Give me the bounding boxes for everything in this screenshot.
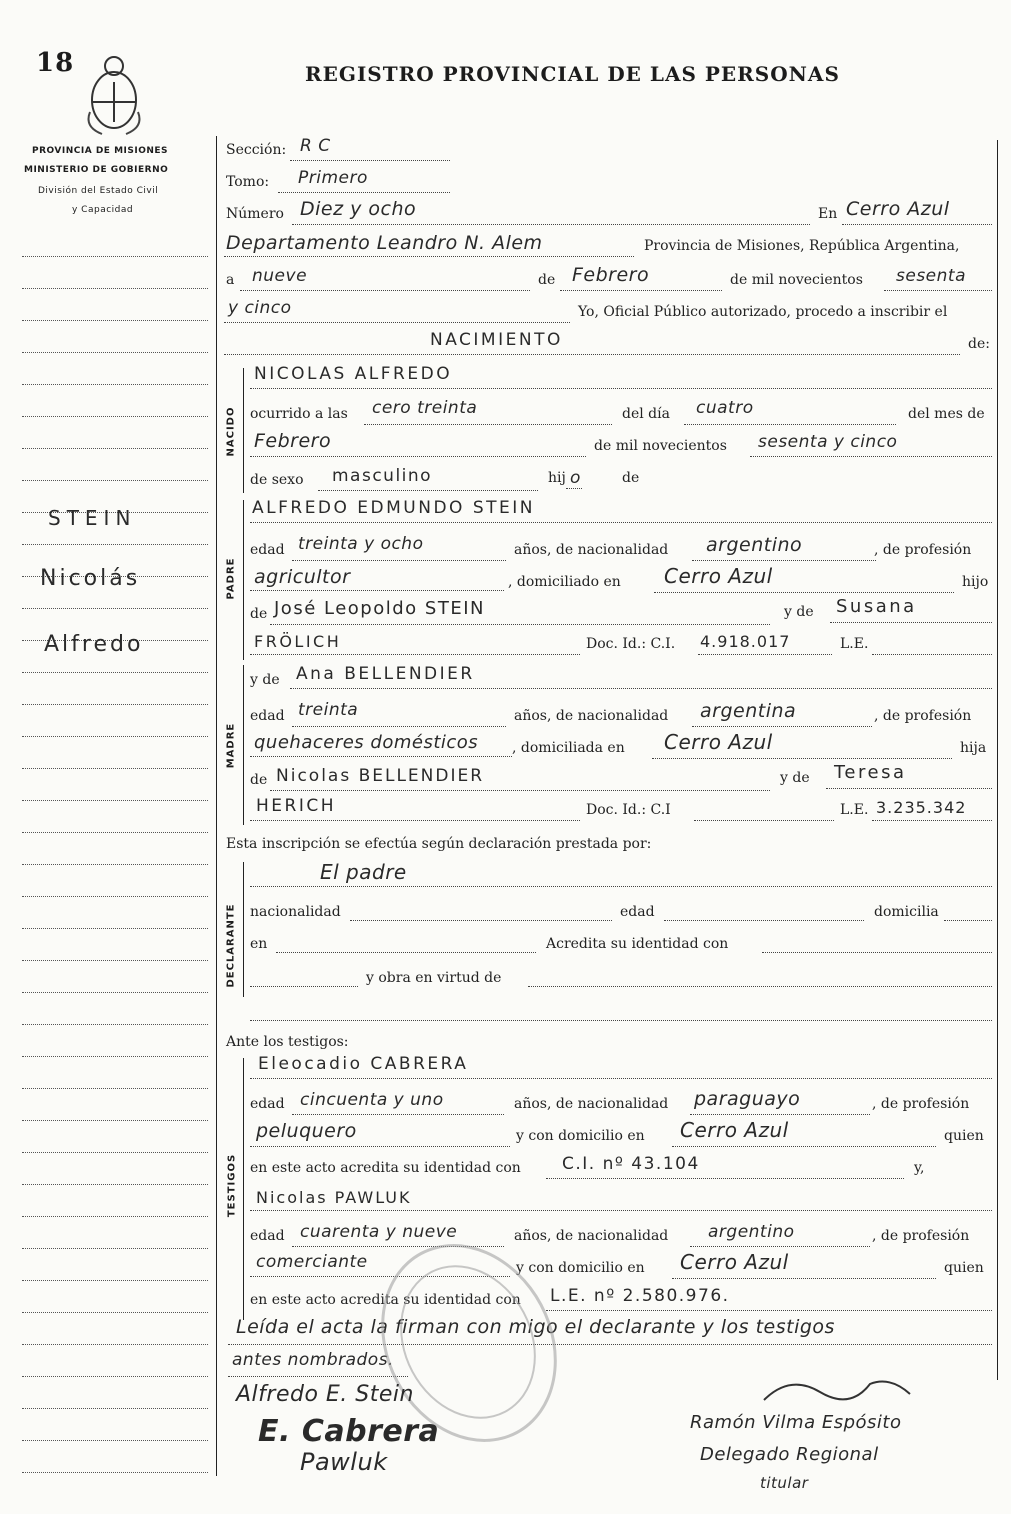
value-t2-dom: Cerro Azul (680, 1250, 789, 1274)
label-profesion-t1: , de profesión (872, 1096, 970, 1112)
label-ante: Ante los testigos: (226, 1034, 349, 1050)
margin-line (22, 1184, 208, 1185)
value-t2-edad: cuarenta y nueve (300, 1222, 458, 1242)
value-dia: nueve (252, 266, 308, 286)
margin-line (22, 1088, 208, 1089)
dots (278, 192, 450, 193)
signature-oficial: Ramón Vilma Espósito (690, 1412, 902, 1433)
label-y-comma: y, (914, 1160, 925, 1176)
margin-line (22, 992, 208, 993)
dots (276, 952, 536, 953)
value-padre-nac: argentino (706, 534, 803, 556)
value-abuela-m1: Teresa (834, 762, 907, 783)
dots (842, 224, 992, 225)
dots (292, 726, 506, 727)
section-padre: PADRE (225, 557, 237, 600)
signature-testigo-1: E. Cabrera (258, 1414, 440, 1449)
label-profesion-t2: , de profesión (872, 1228, 970, 1244)
value-sexo: masculino (332, 466, 433, 486)
dots (944, 920, 992, 921)
dots (250, 986, 358, 987)
dots (654, 592, 954, 593)
margin-line (22, 704, 208, 705)
dots (692, 726, 872, 727)
dots (750, 456, 992, 457)
dots (690, 1114, 870, 1115)
label-de-colon: de: (968, 336, 990, 352)
margin-line (22, 1024, 208, 1025)
margin-line (22, 1376, 208, 1377)
dots (528, 986, 992, 987)
dots (652, 758, 952, 759)
label-de-abuelo-p: de (250, 606, 268, 622)
margin-line (22, 1408, 208, 1409)
dots (250, 590, 504, 591)
label-y-de-madre: y de (250, 672, 280, 688)
value-numero: Diez y ocho (300, 198, 417, 220)
margin-line (22, 928, 208, 929)
label-doc-id2: Doc. Id.: C.I (586, 802, 671, 818)
label-ocurrido: ocurrido a las (250, 406, 348, 422)
dots (664, 920, 864, 921)
label-de-abuelo-m: de (250, 772, 268, 788)
label-inscripcion: Esta inscripción se efectúa según declaración prestada por: (226, 836, 652, 852)
label-del-mes: del mes de (908, 406, 985, 422)
value-t2-doc: L.E. nº 2.580.976. (550, 1286, 730, 1306)
dots (228, 1344, 992, 1345)
label-en: En (818, 206, 838, 222)
dots (250, 820, 580, 821)
label-anos-nac-padre: años, de nacionalidad (514, 542, 669, 558)
margin-line (22, 1152, 208, 1153)
margin-line (22, 480, 208, 481)
closing-line-1: Leída el acta la firman con migo el declarante y los testigos (236, 1316, 835, 1338)
margin-line (22, 416, 208, 417)
label-y-de-madre2: y de (780, 770, 810, 786)
dots (826, 788, 992, 789)
org-line-3: División del Estado Civil (38, 186, 159, 196)
value-hijo-o: o (570, 468, 581, 488)
label-edad-decl: edad (620, 904, 655, 920)
label-yo-oficial: Yo, Oficial Público autorizado, procedo a inscribir el (578, 304, 948, 320)
margin-line (22, 1312, 208, 1313)
label-nacionalidad: nacionalidad (250, 904, 341, 920)
value-anio-a: sesenta (896, 266, 966, 286)
dots (250, 654, 580, 655)
margin-line (22, 608, 208, 609)
value-padre-edad: treinta y ocho (298, 534, 424, 554)
margin-line (22, 864, 208, 865)
value-t1-nombre: Eleocadio CABRERA (258, 1054, 469, 1074)
dots (698, 654, 832, 655)
label-de2: de (622, 470, 640, 486)
value-t1-edad: cincuenta y uno (300, 1090, 444, 1110)
value-nombre: NICOLAS ALFREDO (254, 364, 453, 384)
label-edad-madre: edad (250, 708, 285, 724)
label-mil-nov: de mil novecientos (730, 272, 863, 288)
dots (350, 920, 612, 921)
value-hora: cero treinta (372, 398, 478, 418)
label-en-decl: en (250, 936, 268, 952)
value-t1-prof: peluquero (256, 1120, 357, 1142)
label-le: L.E. (840, 636, 869, 652)
dots (830, 622, 992, 623)
dots (292, 1114, 504, 1115)
signature-testigo-2: Pawluk (300, 1448, 388, 1476)
margin-name-1: Nicolás (40, 566, 141, 591)
value-anio-nac: sesenta y cinco (758, 432, 898, 452)
label-numero: Número (226, 206, 284, 222)
margin-line (22, 832, 208, 833)
label-doc-id: Doc. Id.: C.I. (586, 636, 676, 652)
dots (872, 820, 992, 821)
value-padre-ci: 4.918.017 (700, 632, 791, 651)
margin-line (22, 896, 208, 897)
dots (224, 322, 570, 323)
signature-flourish (760, 1370, 920, 1410)
signature-titular: titular (760, 1474, 809, 1492)
closing-line-2: antes nombrados. (232, 1350, 394, 1370)
section-nacido: NACIDO (225, 406, 237, 457)
value-t1-doc: C.I. nº 43.104 (562, 1154, 700, 1174)
dots (270, 624, 770, 625)
label-del-dia: del día (622, 406, 670, 422)
value-seccion: R C (300, 136, 331, 156)
margin-line (22, 1440, 208, 1441)
dots (224, 256, 634, 257)
margin-line (22, 352, 208, 353)
signature-padre: Alfredo E. Stein (236, 1382, 414, 1407)
label-acredita: Acredita su identidad con (546, 936, 729, 952)
value-padre-dom: Cerro Azul (664, 564, 773, 588)
testigos-line (243, 1058, 244, 1320)
dots (250, 522, 992, 523)
value-t1-dom: Cerro Azul (680, 1118, 789, 1142)
value-abuelo-p: José Leopoldo STEIN (274, 598, 485, 619)
dots (690, 1246, 870, 1247)
value-madre-edad: treinta (298, 700, 359, 720)
dots (672, 1146, 936, 1147)
label-domiciliada: , domiciliada en (512, 740, 625, 756)
margin-line (22, 384, 208, 385)
value-t2-prof: comerciante (256, 1252, 368, 1272)
margin-line (22, 448, 208, 449)
label-de: de (538, 272, 556, 288)
value-declarante: El padre (320, 860, 407, 884)
dots (290, 160, 450, 161)
label-edad-t2: edad (250, 1228, 285, 1244)
value-abuela-m2: HERICH (256, 796, 337, 816)
madre-line (243, 665, 244, 825)
label-obra: y obra en virtud de (366, 970, 502, 986)
label-y-domicilio-t2: y con domicilio en (516, 1260, 645, 1276)
label-anos-nac-t1: años, de nacionalidad (514, 1096, 669, 1112)
label-le2: L.E. (840, 802, 869, 818)
label-domiciliado: , domiciliado en (508, 574, 621, 590)
value-madre-prof: quehaceres domésticos (254, 732, 479, 753)
label-de-mil-nov: de mil novecientos (594, 438, 727, 454)
margin-line (22, 320, 208, 321)
org-line-4: y Capacidad (72, 205, 134, 215)
margin-line (22, 768, 208, 769)
margin-line (22, 288, 208, 289)
frame-right-line (997, 140, 998, 1380)
dots (560, 290, 722, 291)
dots (872, 654, 992, 655)
frame-left-line (216, 136, 217, 1476)
dots (250, 1146, 510, 1147)
dots (364, 424, 612, 425)
dots (762, 952, 992, 953)
label-acto-acredita: en este acto acredita su identidad con (250, 1160, 521, 1176)
section-testigos: TESTIGOS (226, 1153, 238, 1218)
label-profesion-madre: , de profesión (874, 708, 972, 724)
label-a: a (226, 272, 235, 288)
value-padre-nombre: ALFREDO EDMUNDO STEIN (252, 498, 535, 518)
dots (270, 790, 770, 791)
value-tomo: Primero (298, 168, 368, 188)
margin-line (22, 1120, 208, 1121)
dots (250, 1078, 992, 1079)
label-edad-t1: edad (250, 1096, 285, 1112)
label-provincia: Provincia de Misiones, República Argentina, (644, 238, 960, 254)
margin-line (22, 1344, 208, 1345)
value-t2-nombre: Nicolas PAWLUK (256, 1188, 412, 1207)
label-hijo: hij (548, 470, 566, 486)
value-abuelo-m: Nicolas BELLENDIER (276, 766, 485, 786)
dots (250, 1020, 992, 1021)
dots (250, 1210, 992, 1211)
padre-line (243, 500, 244, 660)
dots (250, 756, 512, 757)
value-acta: NACIMIENTO (430, 330, 563, 350)
dots (692, 560, 876, 561)
label-seccion: Sección: (226, 142, 287, 158)
margin-line (22, 1248, 208, 1249)
margin-name-2: Alfredo (44, 632, 144, 657)
margin-line (22, 1216, 208, 1217)
org-line-1: PROVINCIA DE MISIONES (32, 146, 169, 156)
value-mes-nac: Febrero (254, 430, 332, 452)
label-anos-nac-t2: años, de nacionalidad (514, 1228, 669, 1244)
label-y-de-padre: y de (784, 604, 814, 620)
value-dia-nac: cuatro (696, 398, 754, 418)
dots (292, 560, 506, 561)
dots (250, 388, 992, 389)
dots (546, 1178, 904, 1179)
margin-line (22, 544, 208, 545)
dots (546, 1310, 992, 1311)
dots (318, 490, 538, 491)
document-title: REGISTRO PROVINCIAL DE LAS PERSONAS (305, 62, 840, 86)
margin-line (22, 960, 208, 961)
margin-line (22, 256, 208, 257)
value-mes: Febrero (572, 264, 650, 286)
label-hija: hija (960, 740, 987, 756)
value-anio-b: y cinco (228, 298, 292, 318)
dots (250, 886, 992, 887)
label-profesion-padre: , de profesión (874, 542, 972, 558)
margin-line (22, 800, 208, 801)
section-declarante: DECLARANTE (225, 903, 237, 988)
dots (292, 224, 810, 225)
margin-surname: STEIN (48, 506, 137, 530)
dots (228, 1376, 408, 1377)
declarante-line (243, 862, 244, 997)
value-abuela-p2: FRÖLICH (254, 632, 342, 651)
label-domicilia: domicilia (874, 904, 939, 920)
value-padre-prof: agricultor (254, 566, 351, 588)
label-anos-nac-madre: años, de nacionalidad (514, 708, 669, 724)
label-quien-t1: quien (944, 1128, 984, 1144)
value-abuela-p1: Susana (836, 596, 917, 617)
label-y-domicilio-t1: y con domicilio en (516, 1128, 645, 1144)
label-edad-padre: edad (250, 542, 285, 558)
dots (684, 424, 896, 425)
value-en: Cerro Azul (846, 198, 950, 220)
dots (884, 290, 992, 291)
page-number: 18 (36, 48, 75, 78)
margin-line (22, 736, 208, 737)
value-madre-nombre: Ana BELLENDIER (296, 664, 475, 684)
dots (240, 290, 530, 291)
value-t2-nac: argentino (708, 1222, 795, 1242)
value-t1-nac: paraguayo (694, 1088, 801, 1110)
label-acto-acredita2: en este acto acredita su identidad con (250, 1292, 521, 1308)
label-quien-t2: quien (944, 1260, 984, 1276)
dots (694, 820, 834, 821)
signature-delegado: Delegado Regional (700, 1444, 879, 1465)
label-tomo: Tomo: (226, 174, 270, 190)
coat-of-arms-icon (82, 52, 146, 138)
dots (250, 456, 586, 457)
margin-line (22, 1472, 208, 1473)
margin-line (22, 672, 208, 673)
value-madre-le: 3.235.342 (876, 798, 967, 817)
dots (566, 488, 582, 489)
org-line-2: MINISTERIO DE GOBIERNO (24, 165, 169, 175)
margin-line (22, 1056, 208, 1057)
dots (224, 354, 960, 355)
dots (290, 688, 992, 689)
margin-line (22, 1280, 208, 1281)
value-departamento: Departamento Leandro N. Alem (226, 232, 543, 254)
label-de-sexo: de sexo (250, 472, 304, 488)
nacido-line (243, 368, 244, 493)
dots (672, 1278, 936, 1279)
value-madre-nac: argentina (700, 700, 797, 722)
label-hijo-padre: hijo (962, 574, 989, 590)
section-madre: MADRE (225, 722, 237, 769)
value-madre-dom: Cerro Azul (664, 730, 773, 754)
